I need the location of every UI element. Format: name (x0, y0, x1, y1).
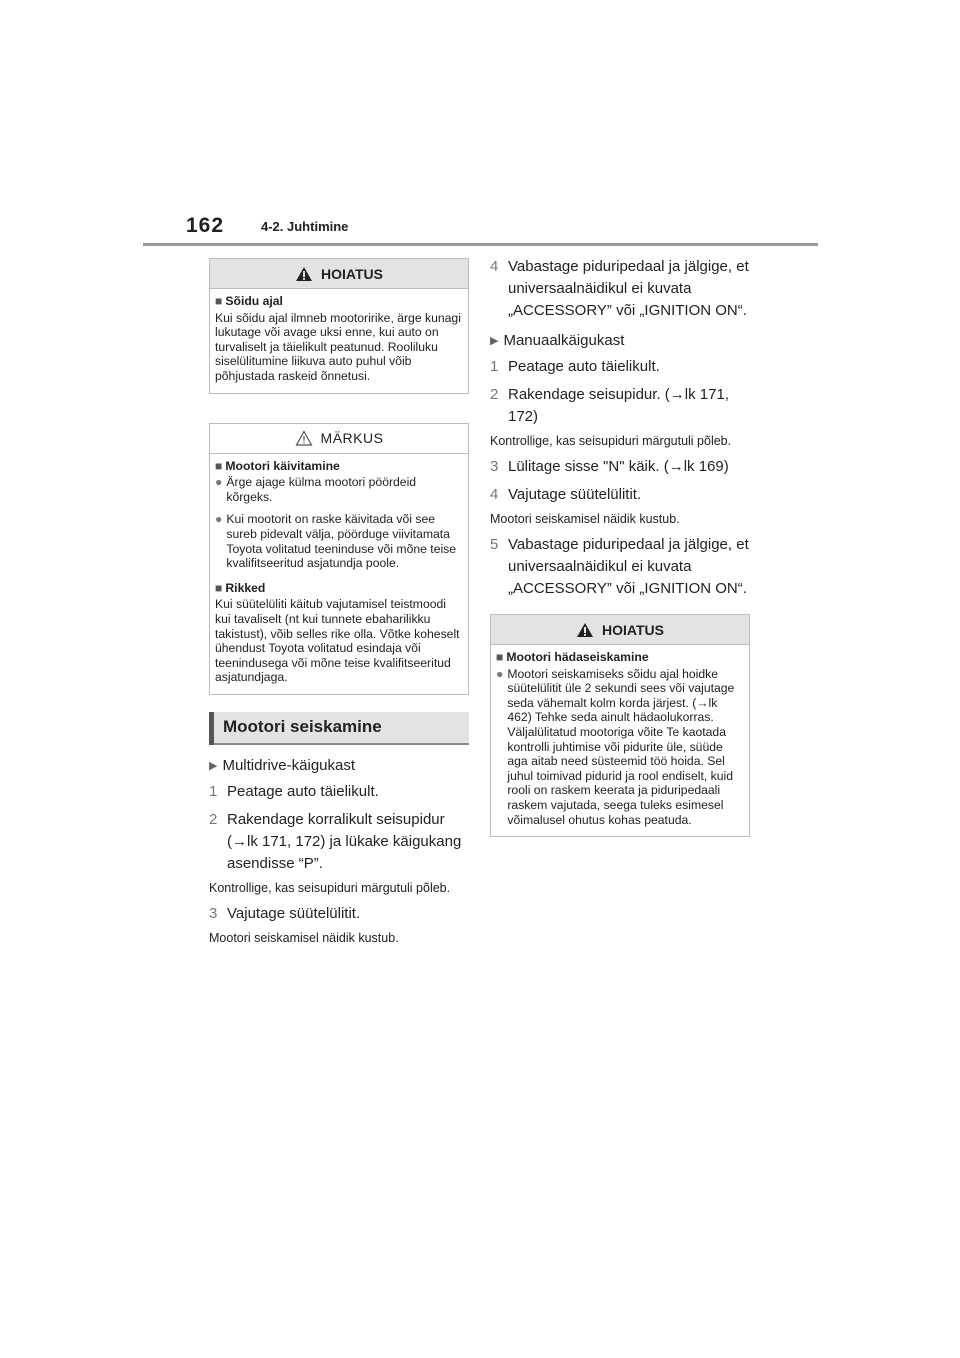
warning-triangle-icon (295, 266, 313, 282)
square-bullet-icon: ■ (215, 580, 223, 595)
warning-text: Kui sõidu ajal ilmneb mootoririke, ärge kunagi lukutage või avage uksi enne, kui auto on turvaliselt ja täielikult peatunud. Rooliluku siselülitumine liikuva auto puhul võib põhjustada raskeid õnnetusi. (215, 310, 461, 383)
warning-bullet: Mootori seiskamiseks sõidu ajal hoidke süütelülitit üle 2 sekundi sees või vajutage seda vähemalt kolm korda järjest. (→lk 462) Tehke seda ainult hädaolukorras. Väljalülitatud mootoriga võite Te kaotada kontrolli juhtimise või pidurite üle, süüde aga aitab need süsteemid töö hoida. Sel juhul toimivad pidurid ja rool endiselt, kuid rooli on raskem keerata ja piduripedaali raskem vajutada, seega tuleks esimesel võimalusel ohutus kohas peatuda. (507, 666, 735, 827)
warning-box-driving (209, 258, 469, 394)
square-bullet-icon: ■ (215, 294, 223, 308)
note-bullet: Kui mootorit on raske käivitada või see sureb pidevalt välja, pöörduge viivitamata Toyota volitatud teeninduse või mõne teise kvalifitseeritud asjatundja poole. (226, 512, 457, 571)
step-number: 4 (490, 486, 499, 503)
warning-subheading: Mootori hädaseiskamine (506, 650, 649, 664)
step-number: 1 (209, 782, 218, 800)
transmission-type: Multidrive-käigukast (222, 756, 356, 774)
note-box (209, 423, 469, 695)
step-number: 4 (490, 258, 499, 275)
step-text: Peatage auto täielikult. (508, 358, 660, 375)
info-text: Mootori seiskamisel näidik kustub. (490, 512, 680, 526)
step-text: Peatage auto täielikult. (227, 782, 379, 800)
transmission-type: Manuaalkäigukast (503, 332, 625, 349)
note-box-header (210, 424, 468, 454)
square-bullet-icon: ■ (215, 458, 223, 473)
step-text: Lülitage sisse "N" käik. (→lk 169) (508, 458, 729, 475)
info-text: Kontrollige, kas seisupiduri märgutuli põleb. (490, 434, 732, 448)
step-text: Vabastage piduripedaal ja jälgige, et universaalnäidikul ei kuvata „ACCESSORY” või „IGNITION ON“. (508, 536, 749, 597)
circle-bullet-icon: ● (496, 666, 504, 681)
caution-triangle-icon (295, 430, 313, 446)
triangle-arrow-icon: ▶ (490, 335, 499, 347)
step-text: Rakendage seisupidur. (→lk 171, 172) (508, 386, 729, 425)
step-number: 5 (490, 536, 499, 553)
note-title: MÄRKUS (320, 430, 384, 447)
section-heading: Mootori seiskamine (209, 712, 469, 745)
step-number: 1 (490, 358, 499, 375)
step-text: Vajutage süütelülitit. (508, 486, 642, 503)
step-number: 3 (209, 904, 218, 922)
right-column (490, 256, 750, 837)
page-number: 162 (186, 214, 225, 237)
step-text: Vajutage süütelülitit. (227, 904, 361, 922)
warning-box-header (491, 615, 749, 645)
note-bullet: Ärge ajage külma mootori pöördeid kõrgeks. (226, 475, 417, 504)
note-text: Kui süütelüliti käitub vajutamisel teistmoodi kui tavaliselt (nt kui tunnete ebaharilikku takistust), võib selles rike olla. Võtke koheselt ühendust Toyota volitatud esindaja või teenindusega või mõne teise kvalifitseeritud asjatundjaga. (215, 597, 460, 685)
square-bullet-icon: ■ (496, 650, 504, 664)
circle-bullet-icon: ● (215, 512, 223, 527)
section-title: 4-2. Juhtimine (261, 219, 349, 234)
warning-title: HOIATUS (602, 621, 664, 638)
step-number: 3 (490, 458, 499, 475)
left-column (209, 258, 469, 953)
circle-bullet-icon: ● (215, 475, 223, 490)
info-text: Mootori seiskamisel näidik kustub. (209, 930, 399, 945)
info-text: Kontrollige, kas seisupiduri märgutuli põleb. (209, 880, 451, 895)
step-text: Vabastage piduripedaal ja jälgige, et universaalnäidikul ei kuvata „ACCESSORY” või „IGNITION ON“. (508, 258, 749, 319)
step-number: 2 (209, 810, 218, 828)
warning-box-emergency (490, 614, 750, 837)
note-subheading-start: Mootori käivitamine (225, 458, 340, 473)
warning-box-header (210, 259, 468, 289)
header-rule (143, 243, 818, 246)
triangle-arrow-icon: ▶ (209, 759, 218, 772)
step-number: 2 (490, 386, 499, 403)
warning-subheading: Sõidu ajal (225, 294, 283, 308)
step-text: Rakendage korralikult seisupidur (→lk 171, 172) ja lükake käigukang asendisse “P”. (227, 810, 462, 872)
warning-triangle-icon (576, 622, 594, 638)
note-subheading-faults: Rikked (225, 580, 266, 595)
warning-title: HOIATUS (321, 265, 383, 282)
